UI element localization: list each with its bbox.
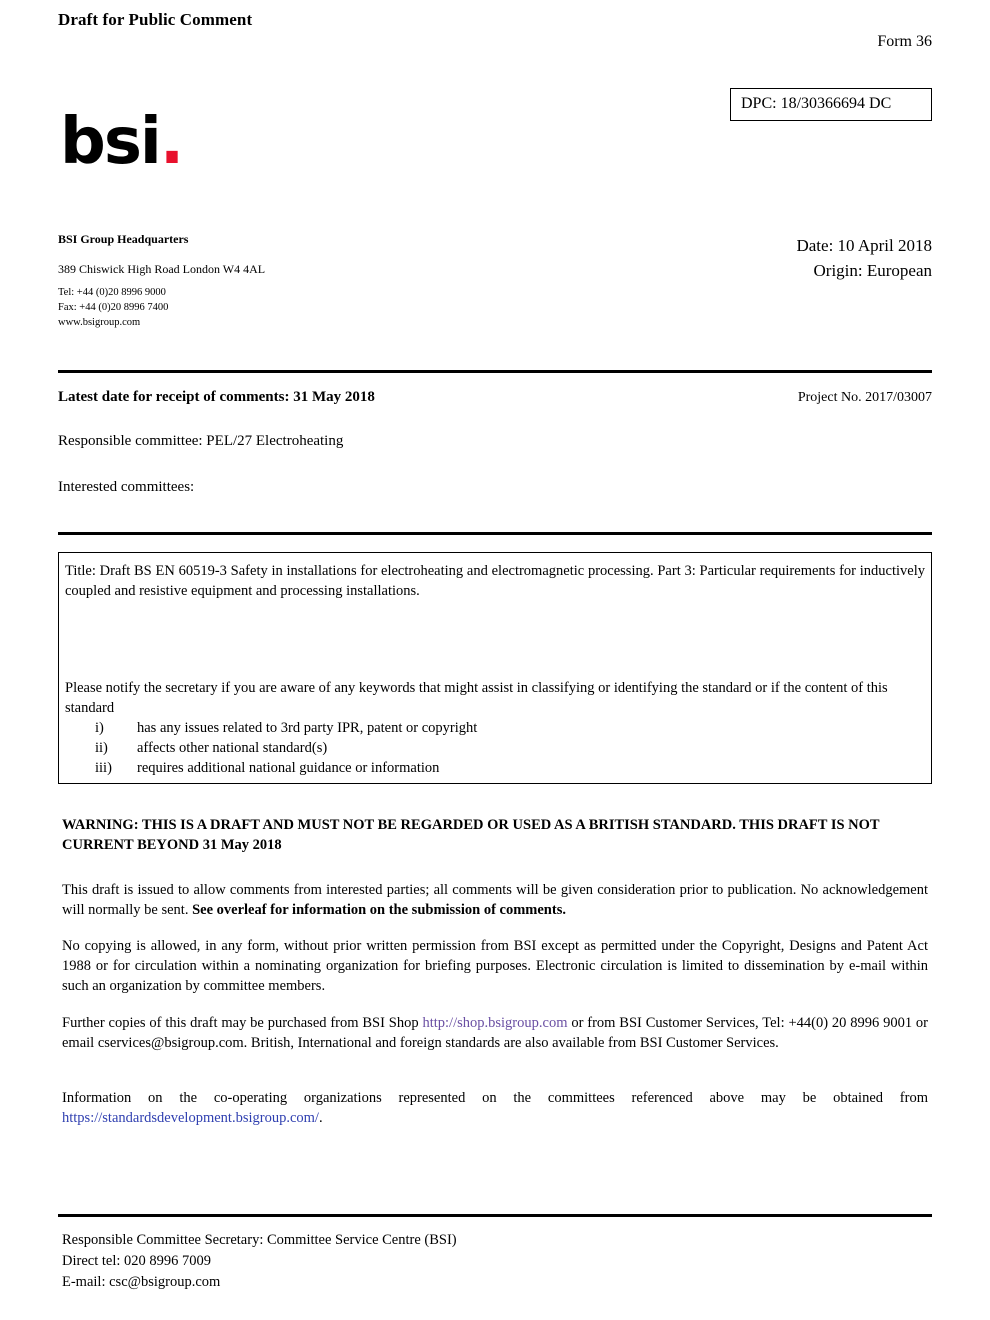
document-date: Date: 10 April 2018 [796, 236, 932, 255]
standard-title-box [58, 552, 932, 784]
horizontal-rule-middle [58, 532, 932, 535]
paragraph-text-bold: See overleaf for information on the submission of comments. [192, 902, 566, 918]
paragraph-further-copies [62, 1013, 928, 1053]
list-item-marker: iii) [95, 760, 112, 776]
keyword-notify-text: Please notify the secretary if you are aware of any keywords that might assist in classifying or identifying the standard or if the content of this standard [65, 680, 888, 716]
paragraph-comments-notice [62, 880, 928, 920]
list-item-label: affects other national standard(s) [137, 740, 328, 756]
list-item-marker: ii) [95, 740, 108, 756]
paragraph-text: This draft is issued to allow comments from interested parties; all comments will be given consideration prior to publication. No acknowledgement will normally be sent. [62, 882, 928, 918]
form-number: Form 36 [877, 33, 932, 50]
horizontal-rule-top [58, 370, 932, 373]
latest-comment-date: Latest date for receipt of comments: 31 May 2018 [58, 389, 375, 405]
list-item [65, 738, 925, 758]
list-item [65, 718, 925, 738]
address-title: BSI Group Headquarters [58, 232, 189, 246]
footer-email: E-mail: csc@bsigroup.com [62, 1274, 221, 1290]
paragraph-cooperating-orgs [62, 1088, 928, 1128]
standards-development-link[interactable]: https://standardsdevelopment.bsigroup.com/ [62, 1110, 319, 1126]
interested-committees: Interested committees: [58, 479, 195, 495]
bsi-logo-dot: . [159, 105, 183, 179]
address-contact [58, 285, 168, 330]
responsible-committee: Responsible committee: PEL/27 Electroheating [58, 433, 344, 449]
footer-tel: Direct tel: 020 8996 7009 [62, 1253, 212, 1269]
list-item [65, 758, 925, 778]
paragraph-copyright-notice: No copying is allowed, in any form, without prior written permission from BSI except as permitted under the Copyright, Designs and Patent Act 1988 or for circulation within a nominating organization for briefing purposes. Electronic circulation is limited to dissemination by e-mail within such an organization by committee members. [62, 938, 928, 994]
address-street: 389 Chiswick High Road London W4 4AL [58, 262, 266, 276]
list-item-marker: i) [95, 720, 104, 736]
address-web: www.bsigroup.com [58, 317, 141, 328]
bsi-logo-text: bsi [60, 105, 160, 179]
horizontal-rule-bottom [58, 1214, 932, 1217]
list-item-label: requires additional national guidance or information [137, 760, 440, 776]
list-item-label: has any issues related to 3rd party IPR, patent or copyright [137, 720, 478, 736]
keyword-notify-list [65, 718, 925, 778]
document-origin: Origin: European [813, 261, 932, 280]
bsi-shop-link[interactable]: http://shop.bsigroup.com [422, 1015, 568, 1031]
paragraph-text: . [318, 1110, 323, 1126]
paragraph-text: Further copies of this draft may be purchased from BSI Shop [62, 1015, 423, 1031]
draft-for-public-comment-title: Draft for Public Comment [58, 10, 253, 29]
bsi-logo [60, 105, 183, 179]
paragraph-text: Information on the co-operating organizations represented on the committees referenced above may be obtained from [62, 1090, 928, 1106]
footer-contact-block [62, 1230, 457, 1293]
draft-warning-text: WARNING: THIS IS A DRAFT AND MUST NOT BE REGARDED OR USED AS A BRITISH STANDARD. THIS DRAFT IS NOT CURRENT BEYOND 31 May 2018 [62, 817, 880, 853]
footer-secretary: Responsible Committee Secretary: Committee Service Centre (BSI) [62, 1232, 457, 1248]
keyword-notify-block [65, 678, 925, 778]
dpc-number-box: DPC: 18/30366694 DC [730, 88, 932, 121]
address-fax: Fax: +44 (0)20 8996 7400 [58, 302, 169, 313]
project-number: Project No. 2017/03007 [797, 390, 932, 405]
standard-title-text: Title: Draft BS EN 60519-3 Safety in installations for electroheating and electromagnetic processing. Part 3: Particular requirements for inductively coupled and resistive equipment and processing installations. [65, 563, 925, 599]
date-origin-block [796, 233, 932, 283]
paragraph-text: or from BSI Customer Services, Tel: +44(0) 20 8996 9001 or email cservices@bsigroup.com. British, International and foreign standards are also available from BSI Customer Services. [62, 1015, 929, 1051]
address-tel: Tel: +44 (0)20 8996 9000 [58, 287, 166, 298]
